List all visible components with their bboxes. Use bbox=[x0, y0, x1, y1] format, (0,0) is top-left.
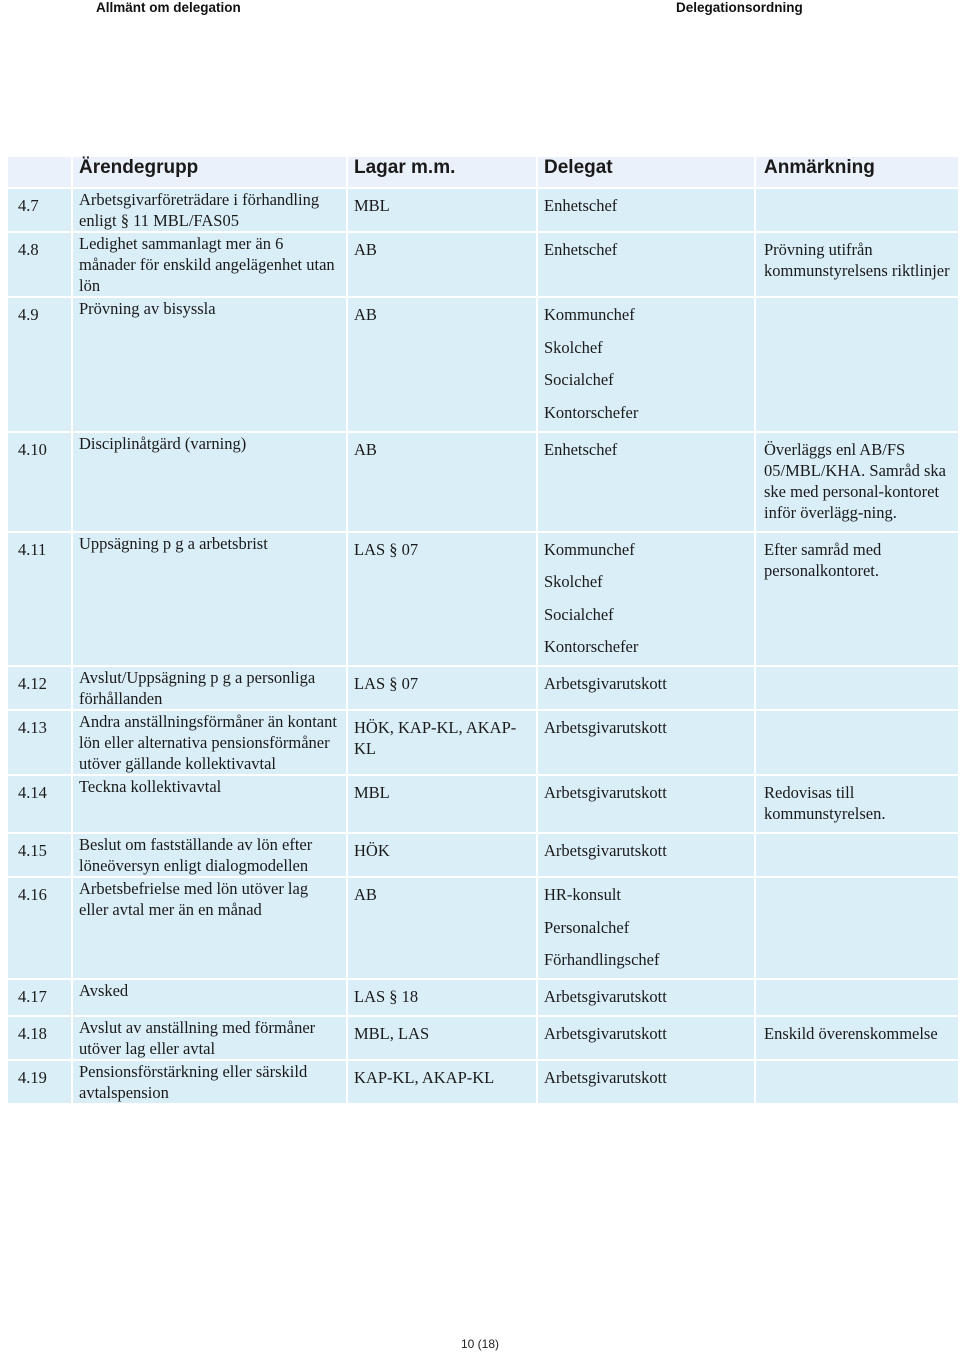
delegat-item: Kontorschefer bbox=[544, 637, 639, 656]
row-arendegrupp: Disciplinåtgärd (varning) bbox=[72, 432, 347, 532]
table-row bbox=[7, 1016, 959, 1060]
delegat-item: HR-konsult bbox=[544, 885, 622, 904]
delegat-item: Förhandlingschef bbox=[544, 950, 660, 969]
row-lagar: LAS § 07 bbox=[347, 532, 537, 667]
delegat-item: Enhetschef bbox=[544, 196, 618, 215]
row-number: 4.12 bbox=[7, 666, 72, 710]
row-anmarkning: Överläggs enl AB/FS 05/MBL/KHA. Samråd ska ske med personal-kontoret inför överlägg-ning. bbox=[755, 432, 959, 532]
row-anmarkning: Redovisas till kommunstyrelsen. bbox=[755, 775, 959, 833]
header-document-title: Delegationsordning bbox=[676, 0, 803, 15]
row-arendegrupp: Ledighet sammanlagt mer än 6 månader för enskild angelägenhet utan lön bbox=[72, 232, 347, 297]
table-row bbox=[7, 877, 959, 979]
delegat-item: Arbetsgivarutskott bbox=[544, 1024, 667, 1043]
row-number: 4.9 bbox=[7, 297, 72, 432]
row-number: 4.7 bbox=[7, 188, 72, 232]
delegat-item: Skolchef bbox=[544, 337, 603, 357]
row-lagar: AB bbox=[347, 877, 537, 979]
row-delegat bbox=[537, 297, 755, 432]
row-number: 4.16 bbox=[7, 877, 72, 979]
row-anmarkning bbox=[755, 1060, 959, 1104]
row-delegat bbox=[537, 877, 755, 979]
table-row bbox=[7, 979, 959, 1016]
row-number: 4.8 bbox=[7, 232, 72, 297]
row-delegat bbox=[537, 666, 755, 710]
row-number: 4.18 bbox=[7, 1016, 72, 1060]
delegat-item: Socialchef bbox=[544, 604, 614, 624]
delegat-item: Arbetsgivarutskott bbox=[544, 783, 667, 802]
row-anmarkning bbox=[755, 710, 959, 775]
row-arendegrupp: Uppsägning p g a arbetsbrist bbox=[72, 532, 347, 667]
column-header-lagar: Lagar m.m. bbox=[347, 156, 537, 188]
row-anmarkning bbox=[755, 833, 959, 877]
row-arendegrupp: Andra anställningsförmåner än kontant lön eller alternativa pensionsförmåner utöver gällande kollektivavtal bbox=[72, 710, 347, 775]
row-anmarkning bbox=[755, 979, 959, 1016]
header-section-title: Allmänt om delegation bbox=[96, 0, 241, 15]
delegat-item: Arbetsgivarutskott bbox=[544, 1068, 667, 1087]
row-lagar: LAS § 18 bbox=[347, 979, 537, 1016]
column-header-nr bbox=[7, 156, 72, 188]
column-header-delegat: Delegat bbox=[537, 156, 755, 188]
row-number: 4.19 bbox=[7, 1060, 72, 1104]
row-number: 4.14 bbox=[7, 775, 72, 833]
page-number: 10 (18) bbox=[460, 1337, 500, 1351]
row-arendegrupp: Pensionsförstärkning eller särskild avtalspension bbox=[72, 1060, 347, 1104]
row-arendegrupp: Avslut av anställning med förmåner utöver lag eller avtal bbox=[72, 1016, 347, 1060]
row-delegat bbox=[537, 833, 755, 877]
row-lagar: MBL, LAS bbox=[347, 1016, 537, 1060]
row-anmarkning bbox=[755, 877, 959, 979]
row-lagar: HÖK bbox=[347, 833, 537, 877]
row-number: 4.17 bbox=[7, 979, 72, 1016]
row-number: 4.10 bbox=[7, 432, 72, 532]
row-arendegrupp: Arbetsgivarföreträdare i förhandling enligt § 11 MBL/FAS05 bbox=[72, 188, 347, 232]
delegat-item: Kommunchef bbox=[544, 305, 635, 324]
row-lagar: LAS § 07 bbox=[347, 666, 537, 710]
delegat-item: Arbetsgivarutskott bbox=[544, 718, 667, 737]
delegat-item: Kommunchef bbox=[544, 539, 635, 559]
row-anmarkning: Enskild överenskommelse bbox=[755, 1016, 959, 1060]
delegat-item: Arbetsgivarutskott bbox=[544, 674, 667, 693]
delegation-table bbox=[6, 155, 960, 1105]
row-delegat bbox=[537, 232, 755, 297]
row-lagar: MBL bbox=[347, 775, 537, 833]
row-delegat bbox=[537, 710, 755, 775]
row-arendegrupp: Beslut om fastställande av lön efter löneöversyn enligt dialogmodellen bbox=[72, 833, 347, 877]
row-anmarkning bbox=[755, 188, 959, 232]
row-anmarkning: Efter samråd med personalkontoret. bbox=[755, 532, 959, 667]
row-delegat bbox=[537, 775, 755, 833]
row-delegat bbox=[537, 1016, 755, 1060]
row-delegat bbox=[537, 188, 755, 232]
row-lagar: AB bbox=[347, 432, 537, 532]
delegat-item: Skolchef bbox=[544, 572, 603, 591]
row-arendegrupp: Avslut/Uppsägning p g a personliga förhållanden bbox=[72, 666, 347, 710]
row-anmarkning bbox=[755, 666, 959, 710]
table-row bbox=[7, 297, 959, 432]
row-number: 4.13 bbox=[7, 710, 72, 775]
table-row bbox=[7, 432, 959, 532]
delegat-item: Enhetschef bbox=[544, 439, 618, 459]
delegat-item: Enhetschef bbox=[544, 240, 618, 259]
table-row bbox=[7, 710, 959, 775]
row-lagar: MBL bbox=[347, 188, 537, 232]
table-header-row bbox=[7, 156, 959, 188]
row-delegat bbox=[537, 432, 755, 532]
row-anmarkning: Prövning utifrån kommunstyrelsens riktlinjer bbox=[755, 232, 959, 297]
row-delegat bbox=[537, 979, 755, 1016]
delegat-item: Socialchef bbox=[544, 370, 614, 389]
row-arendegrupp: Prövning av bisyssla bbox=[72, 297, 347, 432]
delegat-item: Arbetsgivarutskott bbox=[544, 841, 667, 860]
column-header-anmarkning: Anmärkning bbox=[755, 156, 959, 188]
table-row bbox=[7, 232, 959, 297]
delegat-item: Kontorschefer bbox=[544, 402, 639, 422]
table-row bbox=[7, 666, 959, 710]
table-body bbox=[7, 188, 959, 1104]
row-lagar: AB bbox=[347, 232, 537, 297]
row-arendegrupp: Teckna kollektivavtal bbox=[72, 775, 347, 833]
table-row bbox=[7, 833, 959, 877]
table-row bbox=[7, 1060, 959, 1104]
row-delegat bbox=[537, 532, 755, 667]
row-lagar: AB bbox=[347, 297, 537, 432]
row-lagar: HÖK, KAP-KL, AKAP-KL bbox=[347, 710, 537, 775]
row-number: 4.11 bbox=[7, 532, 72, 667]
row-arendegrupp: Arbetsbefrielse med lön utöver lag eller avtal mer än en månad bbox=[72, 877, 347, 979]
delegat-item: Personalchef bbox=[544, 917, 630, 937]
table-row bbox=[7, 775, 959, 833]
row-anmarkning bbox=[755, 297, 959, 432]
row-arendegrupp: Avsked bbox=[72, 979, 347, 1016]
column-header-arendegrupp: Ärendegrupp bbox=[72, 156, 347, 188]
table-row bbox=[7, 532, 959, 667]
row-delegat bbox=[537, 1060, 755, 1104]
row-lagar: KAP-KL, AKAP-KL bbox=[347, 1060, 537, 1104]
table-row bbox=[7, 188, 959, 232]
delegat-item: Arbetsgivarutskott bbox=[544, 987, 667, 1006]
row-number: 4.15 bbox=[7, 833, 72, 877]
